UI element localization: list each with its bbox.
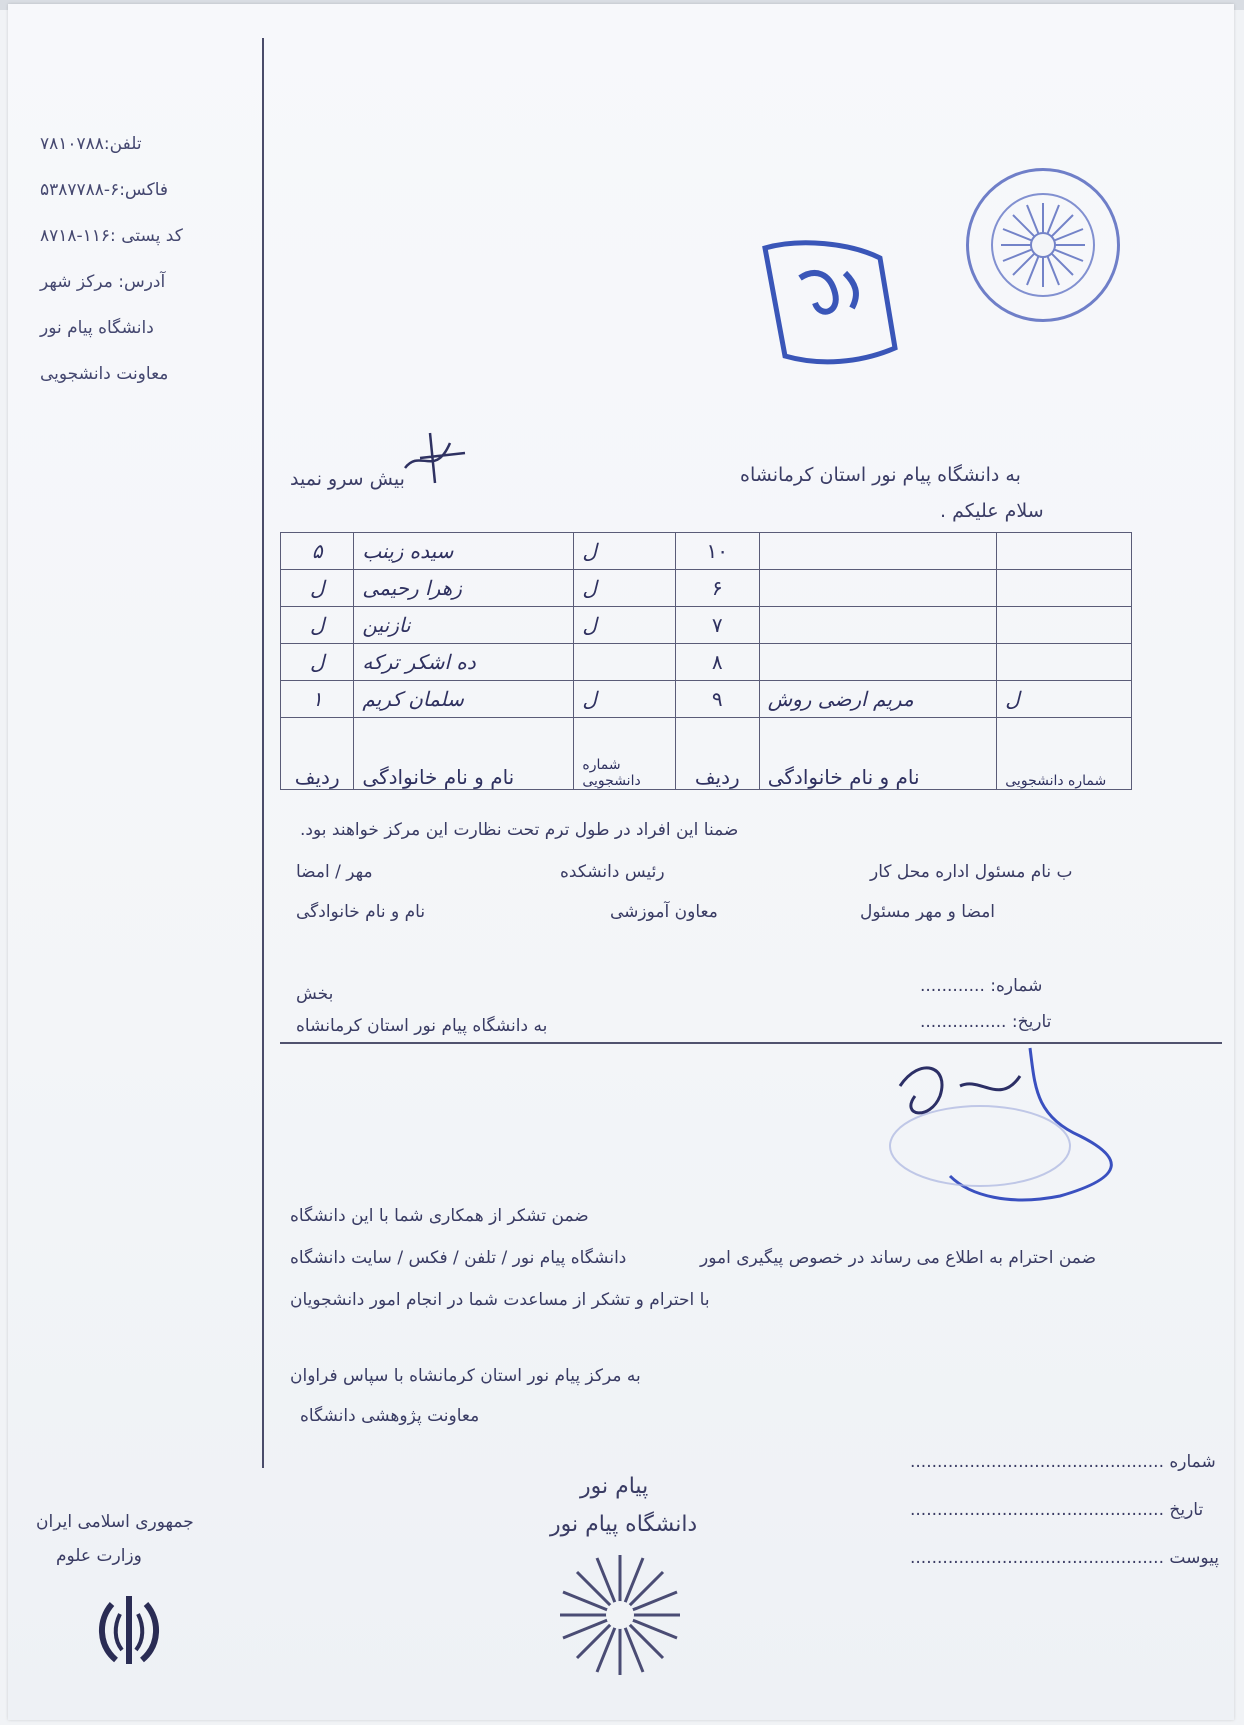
table-cell: ۶ — [675, 570, 759, 607]
table-header-row — [281, 718, 1132, 790]
university-logo-icon — [555, 1550, 685, 1680]
side-info-line: دانشگاه پیام نور — [40, 318, 154, 338]
students-table — [280, 532, 1132, 790]
table-cell: ۱ — [281, 681, 354, 718]
column-header: ردیف — [675, 718, 759, 790]
table-cell — [997, 644, 1132, 681]
ink-stamp — [760, 238, 900, 366]
column-header: نام و نام خانوادگی — [759, 718, 997, 790]
letter-subject-note: بیش سرو نمید — [290, 468, 405, 490]
table-cell — [759, 644, 997, 681]
university-subtitle: دانشگاه پیام نور — [550, 1512, 698, 1537]
section-divider — [280, 1042, 1222, 1044]
footer-date-label: تاریخ — [1169, 1500, 1204, 1520]
label-number: شماره: ............ — [920, 976, 1043, 996]
bottom-para: با احترام و تشکر از مساعدت شما در انجام امور دانشجویان — [290, 1290, 710, 1310]
table-cell — [997, 533, 1132, 570]
table-cell: ل — [574, 681, 675, 718]
handwritten-scribble — [400, 428, 470, 488]
seal-rosette — [991, 193, 1095, 297]
emblem-caption: جمهوری اسلامی ایران — [36, 1512, 194, 1532]
table-cell: ۸ — [675, 644, 759, 681]
table-row — [281, 681, 1132, 718]
table-cell: ۵ — [281, 533, 354, 570]
label-seal-signature: مهر / امضا — [296, 862, 373, 882]
column-header: شماره دانشجویی — [997, 718, 1132, 790]
footer-attach-label: پیوست — [1169, 1548, 1219, 1568]
emblem-caption: وزارت علوم — [56, 1546, 142, 1566]
table-cell: ل — [281, 607, 354, 644]
side-info-line: تلفن:۷۸۱۰۷۸۸ — [40, 134, 142, 154]
dotted-line: ............................................... — [910, 1500, 1164, 1520]
column-header: ردیف — [281, 718, 354, 790]
bottom-para: معاونت پژوهشی دانشگاه — [300, 1406, 480, 1426]
table-cell: سیده زینب — [354, 533, 574, 570]
label-date: تاریخ: ................ — [920, 1012, 1052, 1032]
footer-number-field — [910, 1452, 1216, 1472]
table-cell: ۱۰ — [675, 533, 759, 570]
side-info-line: آدرس: مرکز شهر — [40, 272, 166, 292]
label-deputy: معاون آموزشی — [610, 902, 718, 922]
rosette-icon — [993, 195, 1093, 295]
column-header: نام و نام خانوادگی — [354, 718, 574, 790]
footer-date-field — [910, 1500, 1203, 1520]
table-row — [281, 533, 1132, 570]
table-cell: سلمان کریم — [354, 681, 574, 718]
table-cell: ل — [574, 607, 675, 644]
bottom-para: ضمن تشکر از همکاری شما با این دانشگاه — [290, 1206, 589, 1226]
table-row — [281, 570, 1132, 607]
table-cell: ل — [281, 644, 354, 681]
table-cell: ۹ — [675, 681, 759, 718]
table-cell — [759, 570, 997, 607]
side-info-line: معاونت دانشجویی — [40, 364, 169, 384]
label-responsible: امضا و مهر مسئول — [860, 902, 996, 922]
margin-divider — [262, 38, 264, 1468]
table-cell — [759, 607, 997, 644]
table-cell: مریم ارضی روش — [759, 681, 997, 718]
dotted-line: ............................................... — [910, 1548, 1164, 1568]
table-cell — [759, 533, 997, 570]
side-info-line: ۸۷۱۸-۱۱۶: کد پستی — [40, 226, 183, 246]
second-addressee: به دانشگاه پیام نور استان کرمانشاه — [296, 1016, 548, 1036]
table-cell: ل — [574, 533, 675, 570]
table-footnote: ضمنا این افراد در طول ترم تحت نظارت این مرکز خواهند بود. — [300, 820, 739, 840]
table-cell: زهرا رحیمی — [354, 570, 574, 607]
letter-addressee: به دانشگاه پیام نور استان کرمانشاه — [740, 464, 1021, 486]
table-cell: ۷ — [675, 607, 759, 644]
university-title: پیام نور — [580, 1474, 649, 1499]
table-cell: ل — [281, 570, 354, 607]
dotted-line: ............................................... — [910, 1452, 1164, 1472]
footer-number-label: شماره — [1169, 1452, 1216, 1472]
bottom-para: به مرکز پیام نور استان کرمانشاه با سپاس فراوان — [290, 1366, 641, 1386]
handwritten-signature — [860, 1046, 1140, 1216]
letter-greeting: سلام علیکم . — [940, 500, 1044, 522]
table-cell: ل — [574, 570, 675, 607]
national-emblem-icon — [92, 1590, 166, 1670]
table-cell: ده اشکر ترکه — [354, 644, 574, 681]
table-cell — [574, 644, 675, 681]
label-section: بخش — [296, 984, 334, 1004]
table-cell: نازنین — [354, 607, 574, 644]
bottom-para: دانشگاه پیام نور / تلفن / فکس / سایت دانشگاه — [290, 1248, 627, 1268]
table-cell — [997, 570, 1132, 607]
table-row — [281, 644, 1132, 681]
table-row — [281, 607, 1132, 644]
round-seal-stamp — [966, 168, 1120, 322]
footer-attach-field — [910, 1548, 1219, 1568]
side-info-line: فاکس:۶-۵۳۸۷۷۸۸ — [40, 180, 169, 200]
table-cell: ل — [997, 681, 1132, 718]
label-office-head: ب نام مسئول اداره محل کار — [870, 862, 1073, 882]
table-cell — [997, 607, 1132, 644]
column-header: شماره دانشجویی — [574, 718, 675, 790]
label-dean: رئیس دانشکده — [560, 862, 665, 882]
label-fullname: نام و نام خانوادگی — [296, 902, 426, 922]
bottom-para: ضمن احترام به اطلاع می رساند در خصوص پیگیری امور — [700, 1248, 1097, 1268]
